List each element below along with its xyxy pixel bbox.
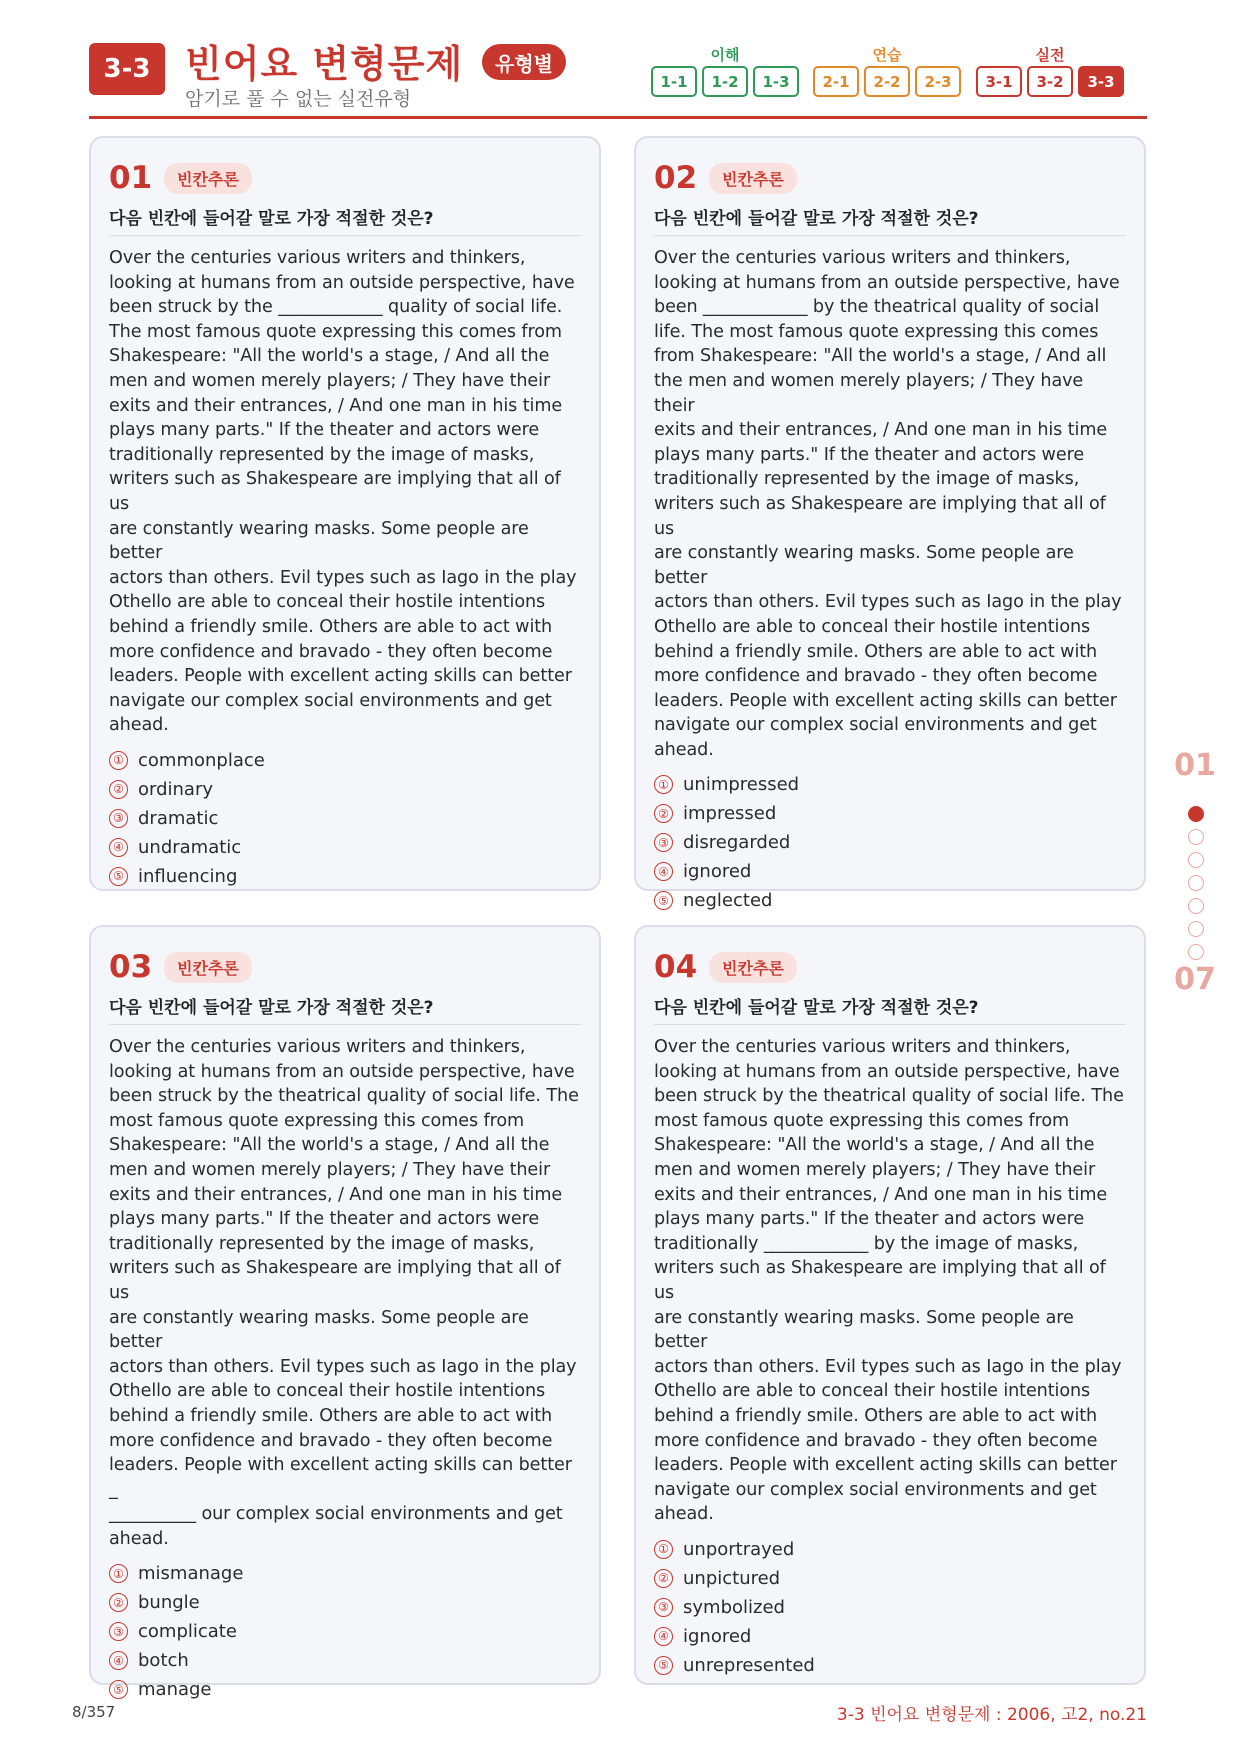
choice-item[interactable] <box>654 886 1126 915</box>
header-divider <box>89 116 1147 119</box>
question-number: 02 <box>654 160 698 196</box>
choice-number: ③ <box>109 1622 128 1641</box>
question-type-tag: 빈칸추론 <box>164 163 252 194</box>
choice-text: complicate <box>138 1621 237 1643</box>
choice-number: ④ <box>654 1627 673 1646</box>
question-passage: Over the centuries various writers and thinkers, looking at humans from an outside perspective, have been struck by the theatrical quality of social life. The most famous quote expressing this comes from Shakespeare: "All the world's a stage, / And all the men and women merely players; / They have their exits and their entrances, / And one man in his time plays many parts." If the theater and actors were traditionally ____________ by the image of masks, writers such as Shakespeare are implying that all of us are constantly wearing masks. Some people are better actors than others. Evil types such as Iago in the play Othello are able to conceal their hostile intentions behind a friendly smile. Others are able to act with more confidence and bravado - they often become leaders. People with excellent acting skills can better navigate our complex social environments and get ahead. <box>654 1037 1124 1525</box>
choice-item[interactable] <box>654 857 1126 886</box>
choice-number: ② <box>654 804 673 823</box>
source-citation: 3-3 빈어요 변형문제 : 2006, 고2, no.21 <box>836 1705 1147 1725</box>
choice-item[interactable] <box>109 1617 581 1646</box>
choice-item[interactable] <box>109 804 581 833</box>
choice-item[interactable] <box>654 1593 1126 1622</box>
side-nav-dot[interactable] <box>1188 806 1204 822</box>
choice-item[interactable] <box>654 770 1126 799</box>
choice-item[interactable] <box>109 862 581 891</box>
choice-list <box>109 1559 581 1704</box>
choice-list <box>654 770 1126 915</box>
choice-text: unpictured <box>683 1567 781 1589</box>
choice-number: ② <box>109 1593 128 1612</box>
side-nav-dot[interactable] <box>1188 944 1204 960</box>
question-number: 03 <box>109 949 153 985</box>
question-prompt: 다음 빈칸에 들어갈 말로 가장 적절한 것은? <box>654 204 1126 236</box>
side-nav-first[interactable]: 01 <box>1174 748 1216 783</box>
choice-number: ③ <box>654 833 673 852</box>
choice-text: unrepresented <box>683 1654 815 1676</box>
side-nav-dot[interactable] <box>1188 852 1204 868</box>
choice-item[interactable] <box>654 1564 1126 1593</box>
side-nav-last[interactable]: 07 <box>1174 962 1216 997</box>
choice-number: ② <box>654 1569 673 1588</box>
choice-text: botch <box>138 1650 189 1672</box>
level-tab-3-3[interactable]: 3-3 <box>1078 66 1124 97</box>
choice-text: unportrayed <box>683 1538 795 1560</box>
choice-item[interactable] <box>109 1675 581 1704</box>
choice-text: bungle <box>138 1592 200 1614</box>
section-badge: 3-3 <box>89 43 165 95</box>
choice-item[interactable] <box>109 1646 581 1675</box>
choice-item[interactable] <box>654 1651 1126 1680</box>
question-type-tag: 빈칸추론 <box>709 163 797 194</box>
choice-number: ④ <box>109 838 128 857</box>
level-tab-2-3[interactable]: 2-3 <box>915 66 961 97</box>
choice-text: ordinary <box>138 778 214 800</box>
choice-list <box>109 746 581 891</box>
level-tab-1-1[interactable]: 1-1 <box>651 66 697 97</box>
choice-text: manage <box>138 1679 212 1701</box>
question-type-tag: 빈칸추론 <box>709 952 797 983</box>
choice-text: ignored <box>683 861 752 883</box>
level-tab-3-2[interactable]: 3-2 <box>1027 66 1073 97</box>
choice-number: ③ <box>654 1598 673 1617</box>
level-label: 실전 <box>1035 46 1065 64</box>
choice-number: ① <box>109 751 128 770</box>
page-subtitle: 암기로 풀 수 없는 실전유형 <box>185 88 412 110</box>
choice-item[interactable] <box>109 1559 581 1588</box>
question-prompt: 다음 빈칸에 들어갈 말로 가장 적절한 것은? <box>109 204 581 236</box>
choice-number: ① <box>654 775 673 794</box>
choice-list <box>654 1535 1126 1680</box>
side-nav-dot[interactable] <box>1188 875 1204 891</box>
choice-item[interactable] <box>109 833 581 862</box>
choice-text: ignored <box>683 1625 752 1647</box>
level-group-understand <box>651 44 799 97</box>
choice-number: ⑤ <box>109 867 128 886</box>
choice-item[interactable] <box>654 828 1126 857</box>
choice-text: symbolized <box>683 1596 785 1618</box>
choice-number: ④ <box>654 862 673 881</box>
choice-text: unimpressed <box>683 774 800 796</box>
question-number: 04 <box>654 949 698 985</box>
choice-number: ② <box>109 780 128 799</box>
level-group-practice <box>813 44 961 97</box>
level-label: 이해 <box>710 46 740 64</box>
choice-text: impressed <box>683 803 777 825</box>
type-badge: 유형별 <box>482 44 566 80</box>
question-card-04 <box>634 925 1146 1685</box>
question-number: 01 <box>109 160 153 196</box>
question-card-01 <box>89 136 601 891</box>
choice-item[interactable] <box>654 799 1126 828</box>
choice-text: influencing <box>138 865 238 887</box>
choice-text: undramatic <box>138 836 242 858</box>
side-nav-dot[interactable] <box>1188 898 1204 914</box>
choice-text: disregarded <box>683 832 791 854</box>
choice-number: ⑤ <box>654 1656 673 1675</box>
question-card-03 <box>89 925 601 1701</box>
choice-number: ① <box>654 1540 673 1559</box>
question-passage: Over the centuries various writers and thinkers, looking at humans from an outside perspective, have been ____________ by the theatrical quality of social life. The most famous quote expressing this comes from Shakespeare: "All the world's a stage, / And all the men and women merely players; / They have their exits and their entrances, / And one man in his time plays many parts." If the theater and actors were traditionally represented by the image of masks, writers such as Shakespeare are implying that all of us are constantly wearing masks. Some people are better actors than others. Evil types such as Iago in the play Othello are able to conceal their hostile intentions behind a friendly smile. Others are able to act with more confidence and bravado - they often become leaders. People with excellent acting skills can better navigate our complex social environments and get ahead. <box>654 248 1122 760</box>
page-title: 빈어요 변형문제 <box>185 42 464 86</box>
level-label: 연습 <box>872 46 902 64</box>
choice-item[interactable] <box>654 1535 1126 1564</box>
side-nav-dot[interactable] <box>1188 829 1204 845</box>
level-tab-2-2[interactable]: 2-2 <box>864 66 910 97</box>
choice-number: ① <box>109 1564 128 1583</box>
choice-text: neglected <box>683 890 773 912</box>
question-card-02 <box>634 136 1146 912</box>
choice-number: ⑤ <box>654 891 673 910</box>
choice-item[interactable] <box>109 1588 581 1617</box>
question-prompt: 다음 빈칸에 들어갈 말로 가장 적절한 것은? <box>109 993 581 1025</box>
choice-item[interactable] <box>109 746 581 775</box>
page-number: 8/357 <box>72 1703 116 1721</box>
side-nav-dots <box>1186 806 1206 967</box>
level-group-real <box>976 44 1124 97</box>
choice-text: mismanage <box>138 1563 244 1585</box>
level-tab-2-1[interactable]: 2-1 <box>813 66 859 97</box>
choice-number: ④ <box>109 1651 128 1670</box>
question-type-tag: 빈칸추론 <box>164 952 252 983</box>
choice-number: ⑤ <box>109 1680 128 1699</box>
choice-item[interactable] <box>109 775 581 804</box>
choice-item[interactable] <box>654 1622 1126 1651</box>
level-tab-1-3[interactable]: 1-3 <box>753 66 799 97</box>
question-prompt: 다음 빈칸에 들어갈 말로 가장 적절한 것은? <box>654 993 1126 1025</box>
choice-number: ③ <box>109 809 128 828</box>
choice-text: dramatic <box>138 807 219 829</box>
level-tab-3-1[interactable]: 3-1 <box>976 66 1022 97</box>
choice-text: commonplace <box>138 749 265 771</box>
question-passage: Over the centuries various writers and thinkers, looking at humans from an outside perspective, have been struck by the theatrical quality of social life. The most famous quote expressing this comes from Shakespeare: "All the world's a stage, / And all the men and women merely players; / They have their exits and their entrances, / And one man in his time plays many parts." If the theater and actors were traditionally represented by the image of masks, writers such as Shakespeare are implying that all of us are constantly wearing masks. Some people are better actors than others. Evil types such as Iago in the play Othello are able to conceal their hostile intentions behind a friendly smile. Others are able to act with more confidence and bravado - they often become leaders. People with excellent acting skills can better _ __________ our complex social environments and get ahead. <box>109 1037 579 1549</box>
question-passage: Over the centuries various writers and thinkers, looking at humans from an outside perspective, have been struck by the ____________ quality of social life. The most famous quote expressing this comes from Shakespeare: "All the world's a stage, / And all the men and women merely players; / They have their exits and their entrances, / And one man in his time plays many parts." If the theater and actors were traditionally represented by the image of masks, writers such as Shakespeare are implying that all of us are constantly wearing masks. Some people are better actors than others. Evil types such as Iago in the play Othello are able to conceal their hostile intentions behind a friendly smile. Others are able to act with more confidence and bravado - they often become leaders. People with excellent acting skills can better navigate our complex social environments and get ahead. <box>109 248 577 736</box>
side-nav-dot[interactable] <box>1188 921 1204 937</box>
level-tab-1-2[interactable]: 1-2 <box>702 66 748 97</box>
